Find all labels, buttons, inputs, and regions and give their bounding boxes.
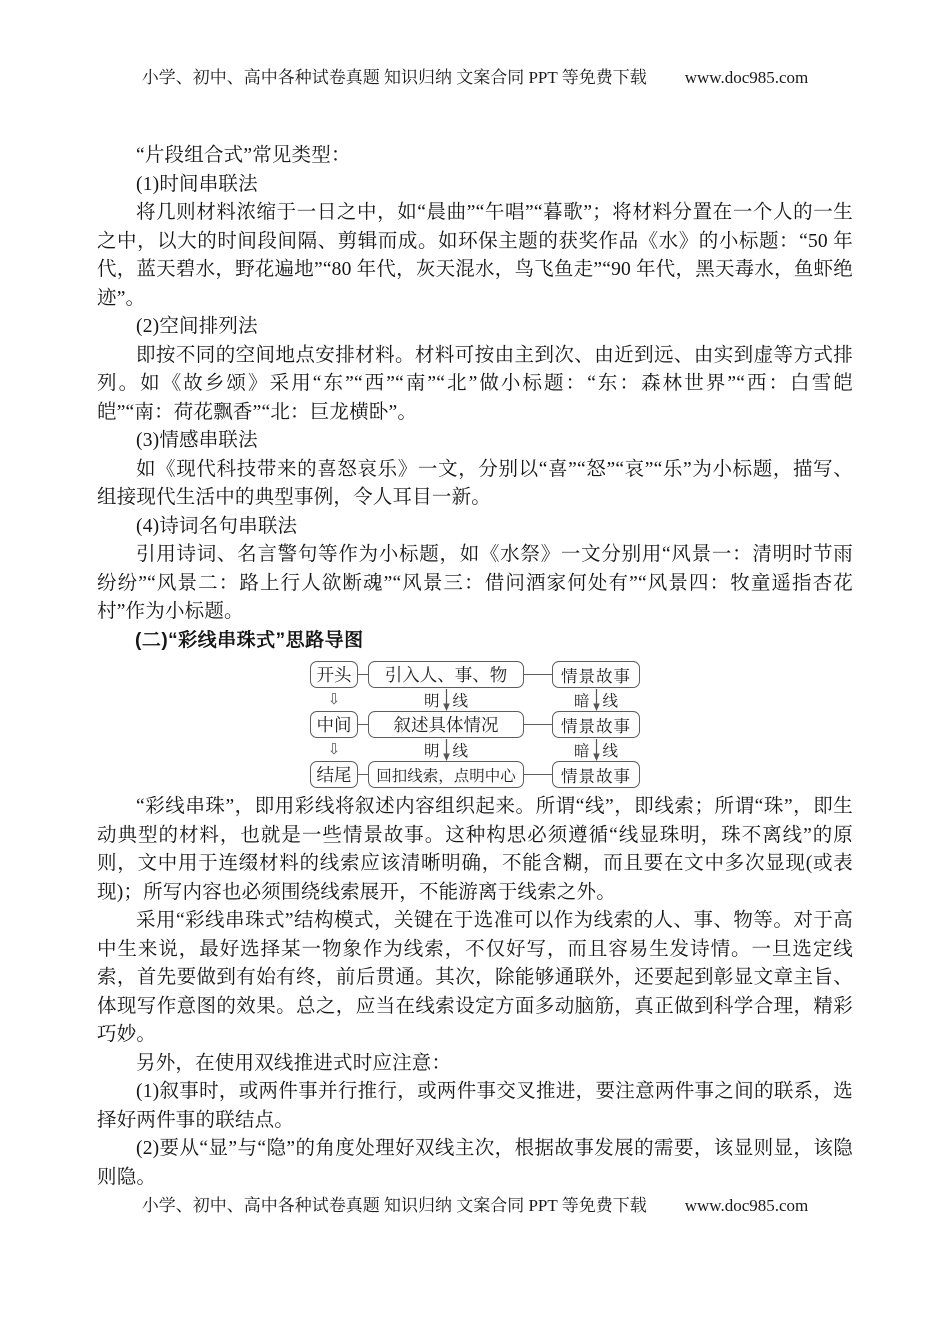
hollow-down-arrow-icon: ⇩ xyxy=(327,690,341,708)
paragraph: 即按不同的空间地点安排材料。材料可按由主到次、由近到远、由实到虚等方式排列。如《故乡颂》采用“东”“西”“南”“北”做小标题：“东：森林世界”“西：白雪皑皑”“南：荷花飘香”“北：巨龙横卧”。 xyxy=(97,344,853,423)
connector-line xyxy=(358,674,368,675)
section-heading: (二)“彩线串珠式”思路导图 xyxy=(135,629,364,651)
diagram-side-box: 情景故事 xyxy=(552,661,640,688)
connector-line xyxy=(524,774,552,775)
diagram-row-middle xyxy=(310,711,640,738)
footer-text: 小学、初中、高中各种试卷真题 知识归纳 文案合同 PPT 等免费下载 xyxy=(141,1196,647,1215)
diagram-row-opening xyxy=(310,661,640,688)
diagram-main-box: 回扣线索，点明中心 xyxy=(368,761,524,788)
diagram-side-box: 情景故事 xyxy=(552,761,640,788)
paragraph: (1)叙事时，或两件事并行推行，或两件事交叉推进，要注意两件事之间的联系，选择好两件事的联结点。 xyxy=(97,1081,853,1131)
diagram-stage-box: 开头 xyxy=(310,661,358,688)
paragraph: “彩线串珠”，即用彩线将叙述内容组织起来。所谓“线”，即线索；所谓“珠”，即生动典型的材料，也就是一些情景故事。这种构思必须遵循“线显珠明，珠不离线”的原则，文中用于连缀材料的线索应该清晰明确，不能含糊，而且要在文中多次显现(或表现)；所写内容也必须围绕线索展开，不能游离于线索之外。 xyxy=(97,796,853,903)
diagram-row-ending xyxy=(310,761,640,788)
paragraph: (1)时间串联法 xyxy=(136,173,258,195)
connector-line xyxy=(524,674,552,675)
paragraph: “片段组合式”常见类型： xyxy=(136,145,351,166)
header-text: 小学、初中、高中各种试卷真题 知识归纳 文案合同 PPT 等免费下载 xyxy=(141,68,647,87)
paragraph: 将几则材料浓缩于一日之中，如“晨曲”“午唱”“暮歌”；将材料分置在一个人的一生之中，以大的时间段间隔、剪辑而成。如环保主题的获奖作品《水》的小标题：“50 年代，蓝天碧水，野花遍地”“80 年代，灰天混水，鸟飞鱼走”“90 年代，黑天毒水，鱼虾绝迹”。 xyxy=(97,202,853,309)
diagram-stage-box: 中间 xyxy=(310,711,358,738)
connector-line xyxy=(358,724,368,725)
diagram-main-box: 引入人、事、物 xyxy=(368,661,524,688)
paragraph: (4)诗词名句串联法 xyxy=(136,515,298,537)
down-arrow-icon xyxy=(592,739,601,761)
dark-line-label: 暗 线 xyxy=(552,739,640,761)
down-arrow-icon xyxy=(442,739,451,761)
diagram-stage-box: 结尾 xyxy=(310,761,358,788)
diagram-side-box: 情景故事 xyxy=(552,711,640,738)
bright-line-label: 明 线 xyxy=(368,689,524,711)
hollow-down-arrow-icon: ⇩ xyxy=(327,740,341,758)
paragraph: (2)要从“显”与“隐”的角度处理好双线主次，根据故事发展的需要，该显则显，该隐则隐。 xyxy=(97,1138,853,1188)
paragraph: 另外，在使用双线推进式时应注意： xyxy=(136,1052,452,1074)
paragraph: (2)空间排列法 xyxy=(136,316,258,337)
diagram-main-box: 叙述具体情况 xyxy=(368,711,524,738)
connector-line xyxy=(358,774,368,775)
page-footer xyxy=(0,1191,950,1216)
connector-line xyxy=(524,724,552,725)
document-body xyxy=(97,142,853,1192)
paragraph: 如《现代科技带来的喜怒哀乐》一文，分别以“喜”“怒”“哀”“乐”为小标题，描写、组接现代生活中的典型事例，令人耳目一新。 xyxy=(97,458,853,508)
page-header xyxy=(0,63,950,88)
dark-line-label: 暗 线 xyxy=(552,689,640,711)
header-url: www.doc985.com xyxy=(684,68,809,87)
paragraph: 引用诗词、名言警句等作为小标题，如《水祭》一文分别用“风景一：清明时节雨纷纷”“风景二：路上行人欲断魂”“风景三：借问酒家何处有”“风景四：牧童遥指杏花村”作为小标题。 xyxy=(97,544,853,622)
paragraph: 采用“彩线串珠式”结构模式，关键在于选准可以作为线索的人、事、物等。对于高中生来说，最好选择某一物象作为线索，不仅好写，而且容易生发诗情。一旦选定线索，首先要做到有始有终，前后贯通。其次，除能够通联外，还要起到彰显文章主旨、体现写作意图的效果。总之，应当在线索设定方面多动脑筋，真正做到科学合理，精彩巧妙。 xyxy=(97,910,853,1045)
diagram-connector-row xyxy=(310,688,640,711)
footer-url: www.doc985.com xyxy=(684,1196,809,1215)
down-arrow-icon xyxy=(592,689,601,711)
mind-map-diagram xyxy=(310,661,640,788)
down-arrow-icon xyxy=(442,689,451,711)
bright-line-label: 明 线 xyxy=(368,739,524,761)
diagram-connector-row xyxy=(310,738,640,761)
paragraph: (3)情感串联法 xyxy=(136,430,258,451)
